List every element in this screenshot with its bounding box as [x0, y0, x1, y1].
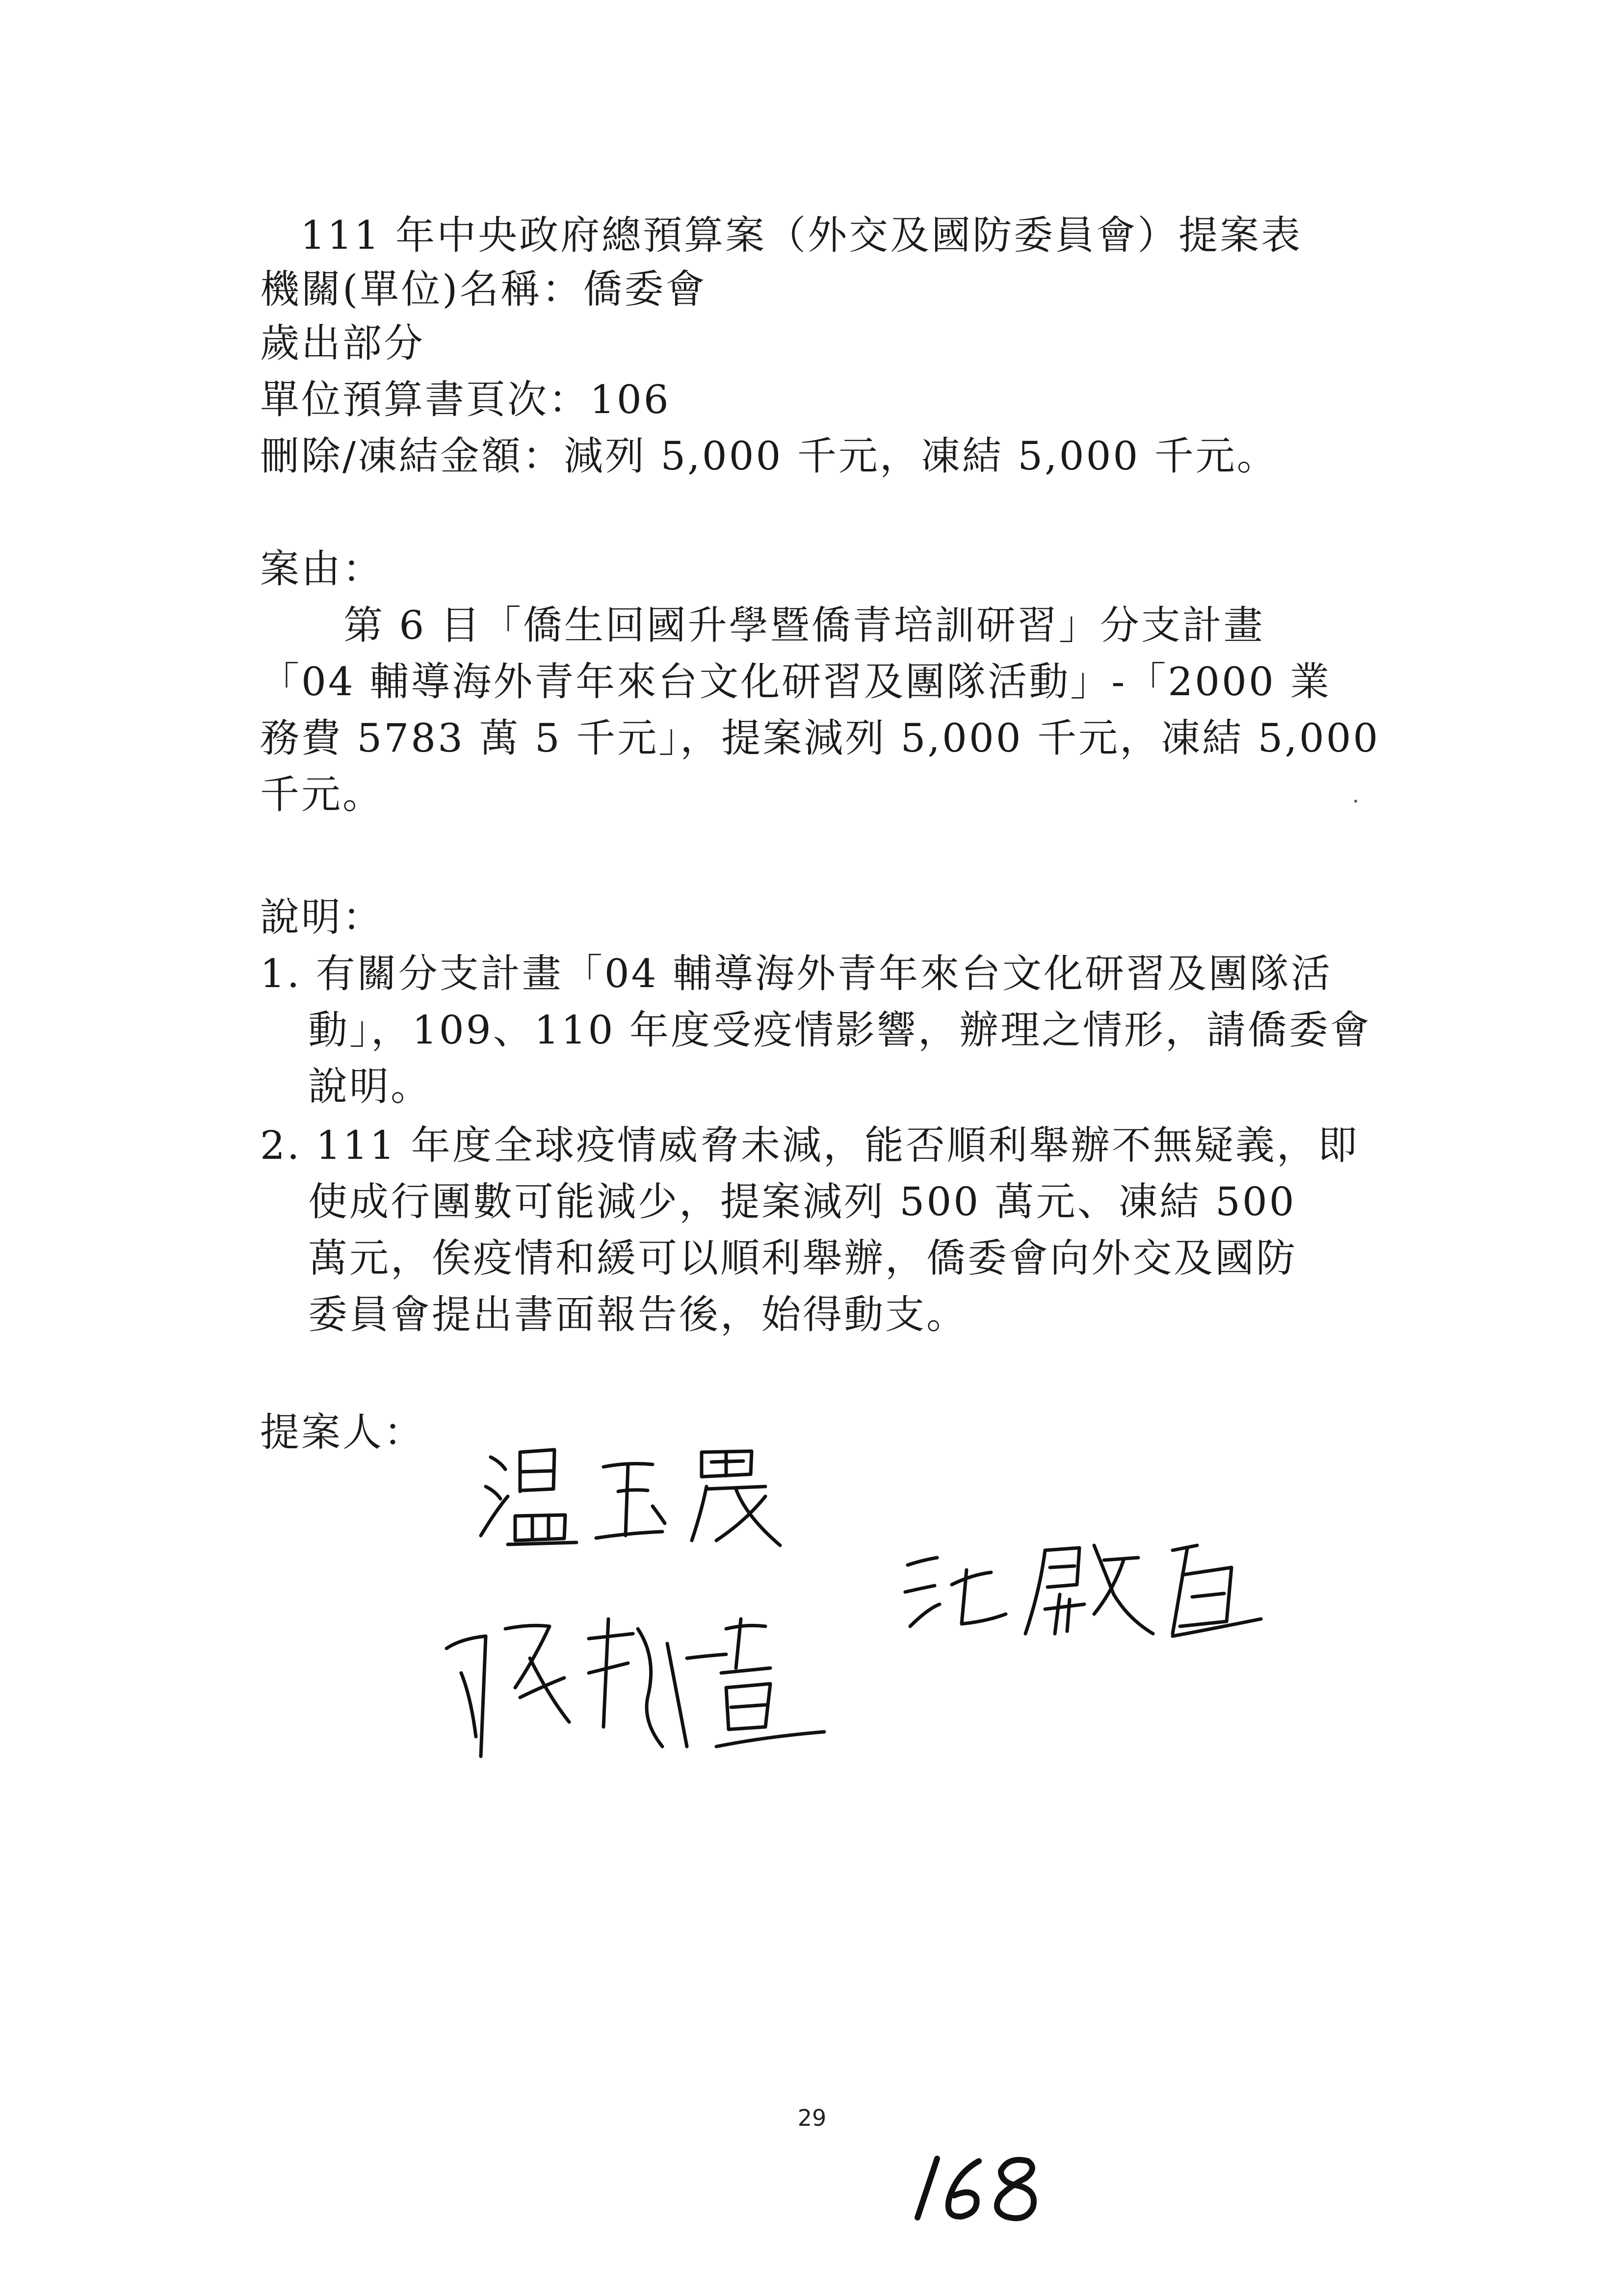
explanation-item-2-line: 2. 111 年度全球疫情威脅未減，能否順利舉辦不無疑義，即 [260, 1122, 1359, 1168]
handwritten-page-number [910, 2144, 1057, 2227]
explanation-item-1-line: 動」，109、110 年度受疫情影響，辦理之情形，請僑委會 [308, 1007, 1371, 1053]
explanation-item-2-line: 萬元，俟疫情和緩可以順利舉辦，僑委會向外交及國防 [308, 1235, 1297, 1281]
reason-heading: 案由： [260, 546, 384, 592]
explanation-item-1-line: 說明。 [308, 1064, 432, 1109]
explanation-item-1-line: 1. 有關分支計畫「04 輔導海外青年來台文化研習及團隊活 [260, 951, 1332, 996]
explanation-item-2-line: 使成行團數可能減少，提案減列 500 萬元、凍結 500 [308, 1179, 1296, 1225]
reason-line: 千元。 [260, 772, 384, 817]
proposer-label: 提案人： [260, 1409, 425, 1455]
reason-line: 務費 5783 萬 5 千元」，提案減列 5,000 千元，凍結 5,000 [260, 715, 1380, 761]
section-line: 歲出部分 [260, 320, 425, 366]
agency-line: 機關(單位)名稱：僑委會 [260, 266, 707, 312]
reason-line: 第 6 目「僑生回國升學暨僑青培訓研習」分支計畫 [343, 602, 1265, 648]
explanation-item-2-line: 委員會提出書面報告後，始得動支。 [308, 1292, 968, 1337]
budget-page-reference: 單位預算書頁次：106 [260, 377, 671, 422]
signature-2 [898, 1531, 1271, 1648]
reason-line: 「04 輔導海外青年來台文化研習及團隊活動」-「2000 業 [260, 659, 1332, 704]
signature-3 [432, 1599, 854, 1766]
document-title: 111 年中央政府總預算案（外交及國防委員會）提案表 [300, 212, 1303, 258]
scan-speck [1354, 800, 1357, 803]
explanation-heading: 說明： [260, 894, 384, 940]
page-number: 29 [797, 2105, 827, 2131]
signature-1 [471, 1423, 824, 1555]
amount-line: 刪除/凍結金額：減列 5,000 千元，凍結 5,000 千元。 [260, 433, 1278, 479]
